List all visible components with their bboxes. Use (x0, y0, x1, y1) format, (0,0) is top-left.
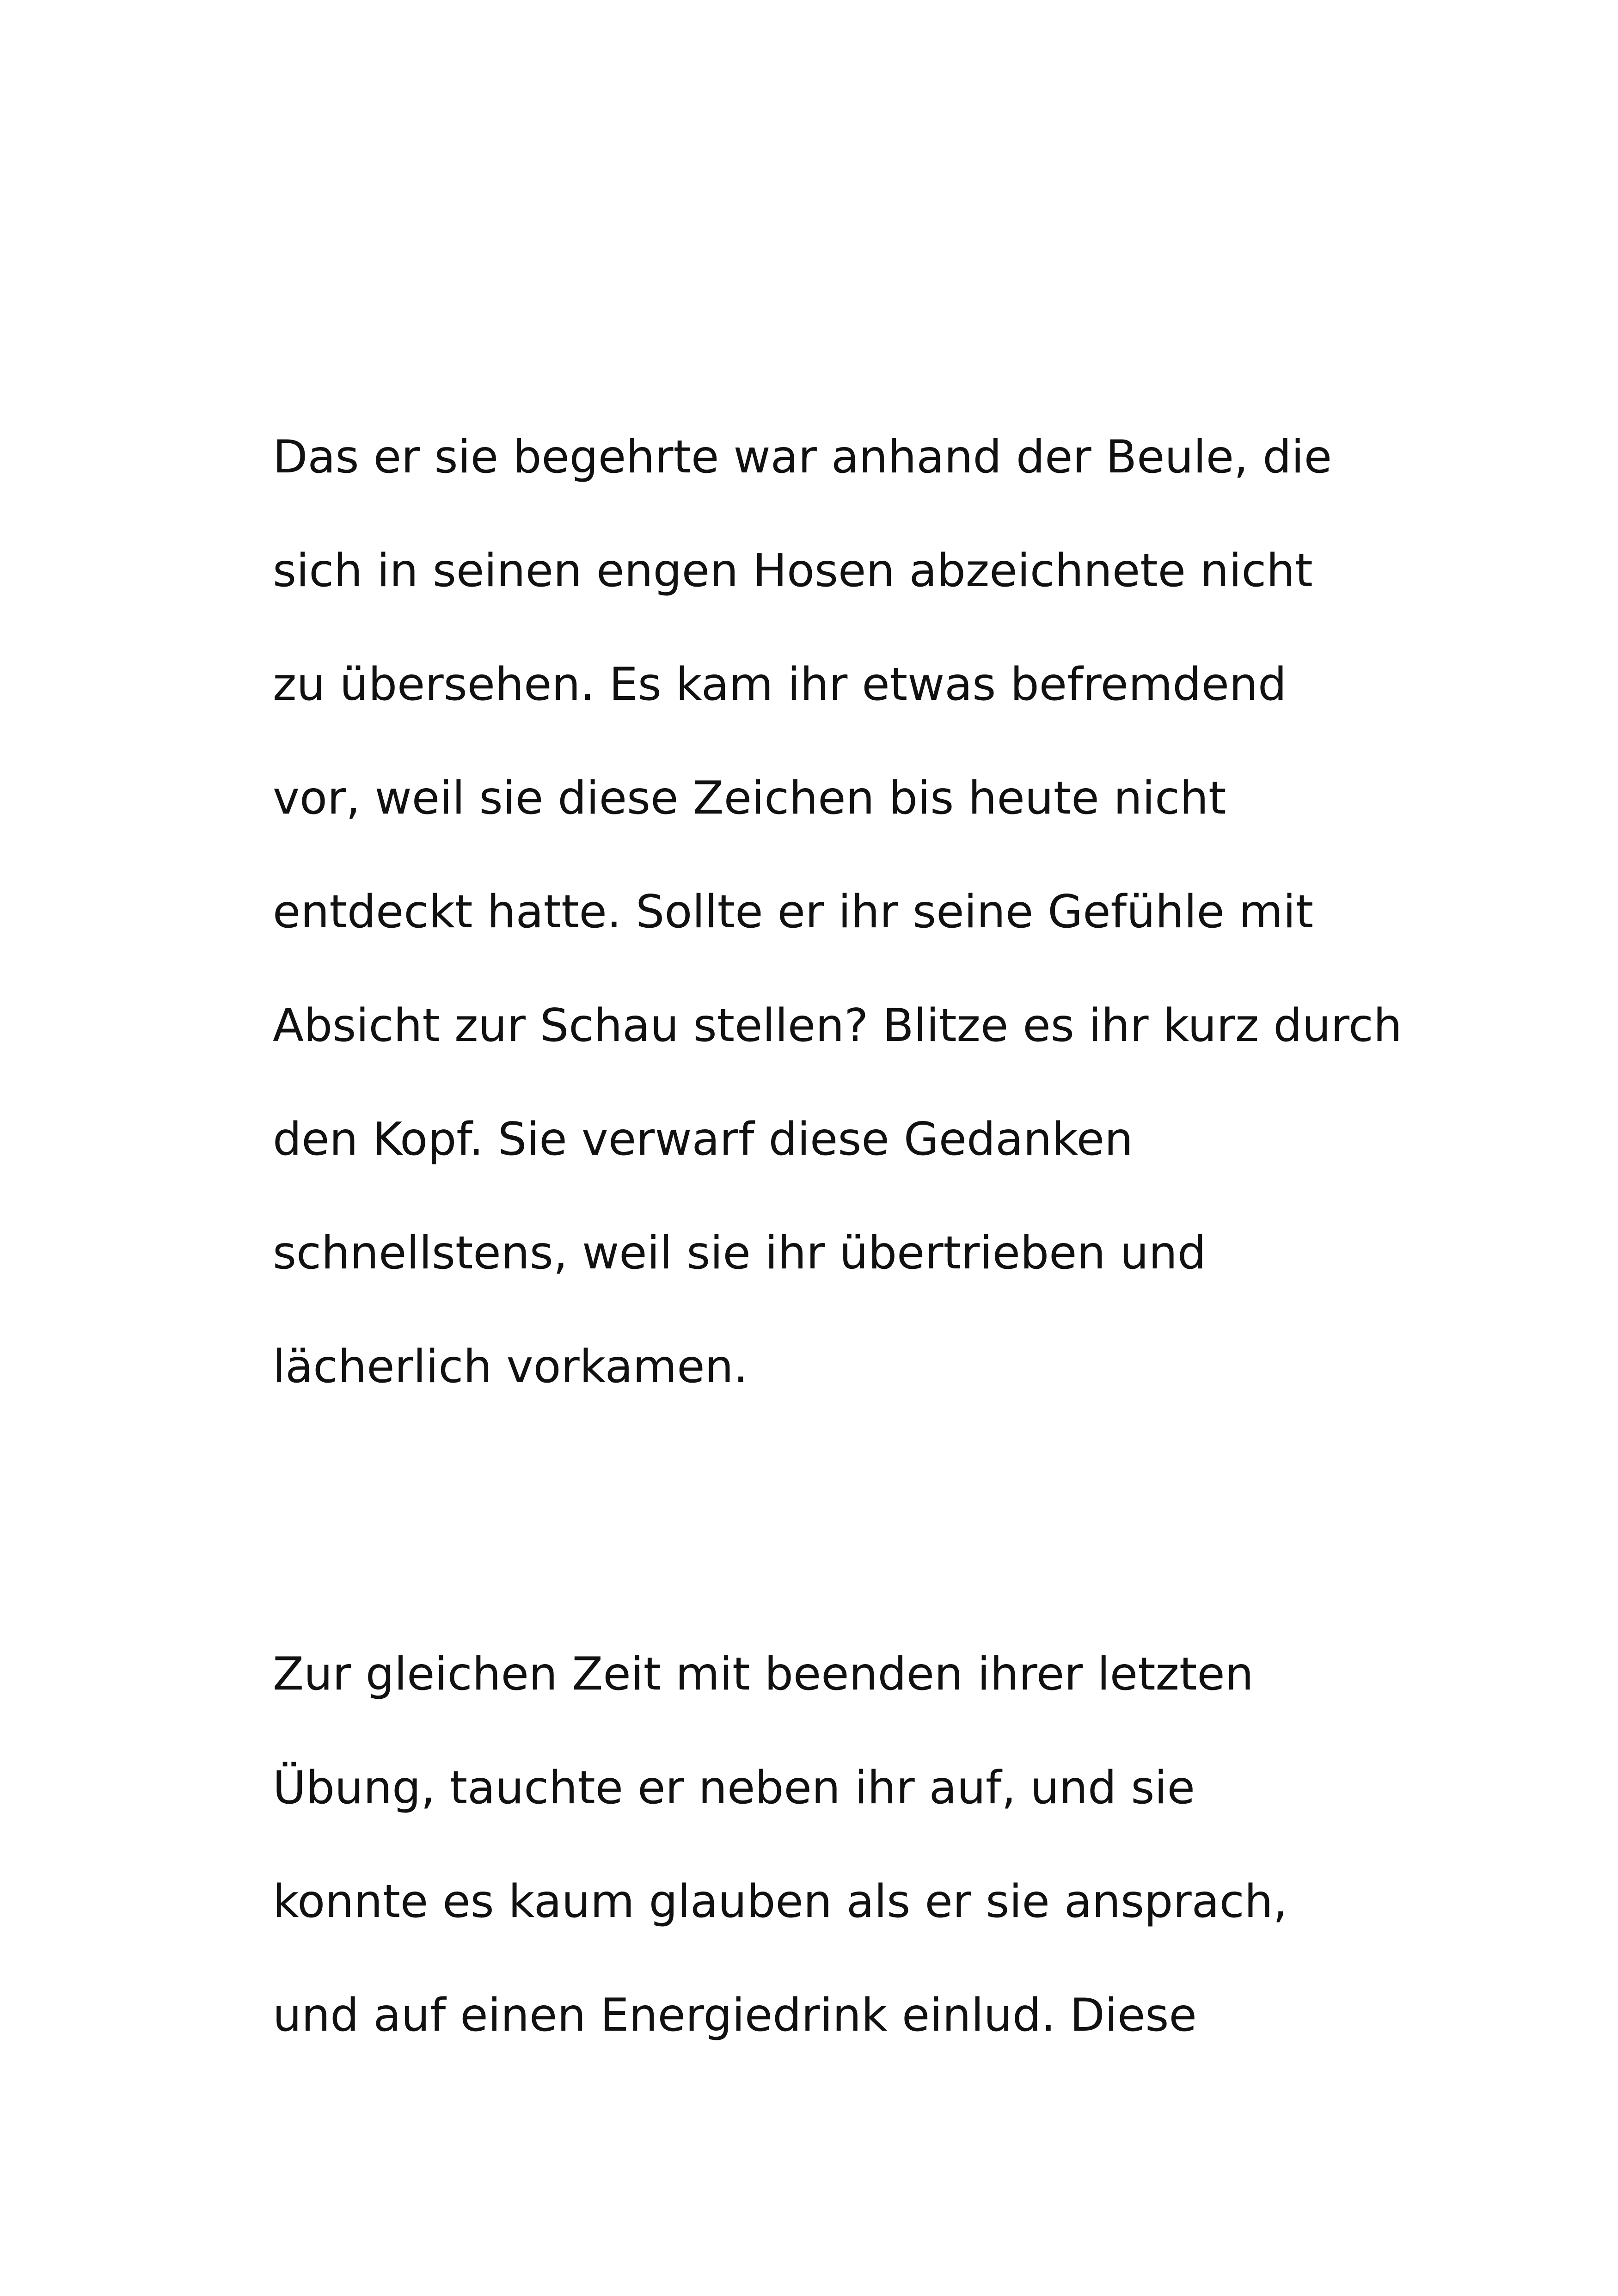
text-line: vor, weil sie diese Zeichen bis heute nicht (273, 772, 1226, 825)
text-line: den Kopf. Sie verwarf diese Gedanken (273, 1113, 1134, 1166)
text-line: und auf einen Energiedrink einlud. Diese (273, 1989, 1197, 2042)
text-line: schnellstens, weil sie ihr übertrieben und (273, 1227, 1207, 1280)
text-line: sich in seinen engen Hosen abzeichnete nicht (273, 545, 1313, 597)
text-line: Übung, tauchte er neben ihr auf, und sie (273, 1762, 1195, 1814)
text-line: Zur gleichen Zeit mit beenden ihrer letzten (273, 1648, 1254, 1701)
text-line: Absicht zur Schau stellen? Blitze es ihr kurz durch (273, 999, 1402, 1052)
text-line: entdeckt hatte. Sollte er ihr seine Gefühle mit (273, 886, 1314, 938)
paragraph-1 (273, 431, 1475, 1458)
text-line: konnte es kaum glauben als er sie ansprach, (273, 1875, 1287, 1928)
paragraph-2 (273, 1648, 1475, 2106)
text-line: lächerlich vorkamen. (273, 1341, 748, 1393)
text-line: zu übersehen. Es kam ihr etwas befremdend (273, 658, 1287, 711)
text-line: Das er sie begehrte war anhand der Beule, die (273, 431, 1332, 484)
